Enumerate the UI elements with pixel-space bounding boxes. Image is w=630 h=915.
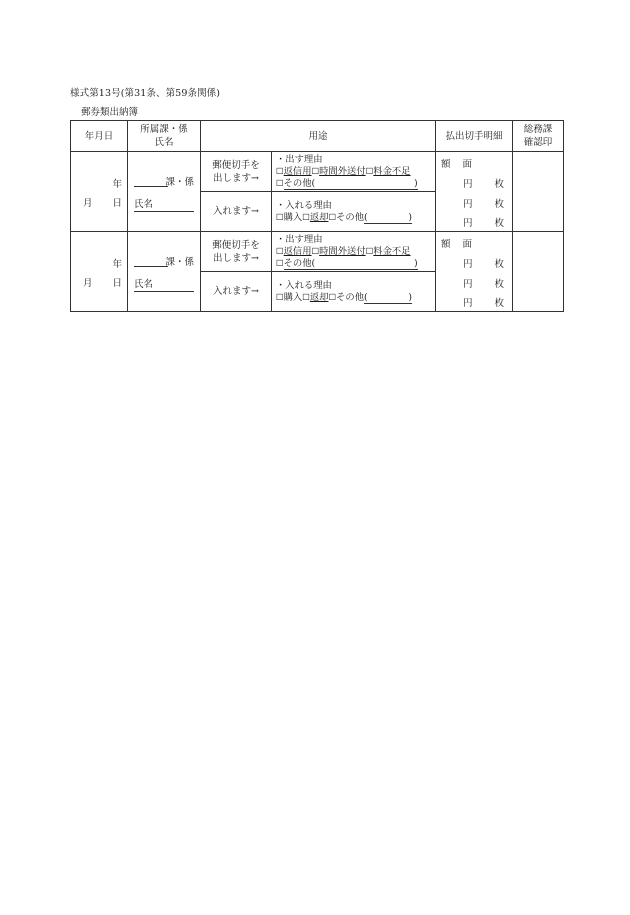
dept-label: 課・係 <box>134 174 194 188</box>
yen-label: 円 <box>463 199 473 210</box>
open-paren: ( <box>364 211 368 223</box>
close-paren: ) <box>408 291 412 303</box>
in-option-other-field[interactable] <box>364 212 412 224</box>
out-direction <box>201 232 272 272</box>
out-direction-line2: 出します→ <box>213 172 259 184</box>
yen-label: 円 <box>463 179 473 190</box>
in-reason-cell <box>272 272 436 312</box>
checkbox-icon[interactable]: ☐ <box>328 212 337 223</box>
form-number-label: 様式第13号(第31条、第59条関係) <box>70 88 221 99</box>
checkbox-icon[interactable]: ☐ <box>302 212 310 223</box>
checkbox-icon[interactable]: ☐ <box>276 292 284 303</box>
checkbox-icon[interactable]: ☐ <box>276 246 284 257</box>
name-label: 氏名 <box>134 199 194 212</box>
col-header-dept-line1: 所属課・係 <box>140 124 188 135</box>
in-option-return: 返却 <box>309 211 329 223</box>
amount-label-a: 額 <box>441 239 451 250</box>
in-reason-title: ・入れる理由 <box>276 279 332 291</box>
out-option-postage-due: 料金不足 <box>373 165 411 177</box>
table-row <box>71 152 564 192</box>
checkbox-icon[interactable]: ☐ <box>311 246 320 257</box>
amount-label-b: 面 <box>462 239 473 250</box>
out-option-other: その他( <box>283 257 316 269</box>
close-paren: ) <box>413 257 418 269</box>
out-direction-line1: 郵便切手を <box>212 159 260 171</box>
day-label: 日 <box>112 278 122 289</box>
checkbox-icon[interactable]: ☐ <box>302 292 310 303</box>
month-label: 月 <box>83 198 93 209</box>
postage-ledger-table <box>70 120 564 312</box>
col-header-confirm <box>513 121 564 152</box>
year-label: 年 <box>112 179 122 190</box>
out-option-reply: 返信用 <box>283 245 312 257</box>
sheets-label: 枚 <box>494 179 505 190</box>
col-header-confirm-line1: 総務課 <box>523 124 553 135</box>
close-paren: ) <box>413 177 418 189</box>
out-option-after-hours: 時間外送付 <box>319 245 366 257</box>
sheets-label: 枚 <box>494 259 505 270</box>
in-option-other: その他 <box>336 291 364 303</box>
month-label: 月 <box>83 278 93 289</box>
out-direction <box>201 152 272 192</box>
amount-label-b: 面 <box>462 159 473 170</box>
out-option-other-field[interactable] <box>284 178 418 190</box>
checkbox-icon[interactable]: ☐ <box>365 246 374 257</box>
out-direction-line2: 出します→ <box>213 252 259 264</box>
yen-label: 円 <box>463 279 473 290</box>
dept-cell[interactable] <box>128 232 201 312</box>
col-header-dept-line2: 氏名 <box>154 137 174 148</box>
dept-cell[interactable] <box>128 152 201 232</box>
date-cell[interactable] <box>71 232 128 312</box>
sheets-label: 枚 <box>494 218 505 229</box>
ledger-title: 郵券類出納簿 <box>81 107 139 118</box>
yen-label: 円 <box>463 259 473 270</box>
year-label: 年 <box>112 259 122 270</box>
in-direction: 入れます→ <box>201 272 272 312</box>
close-paren: ) <box>408 211 412 223</box>
sheets-label: 枚 <box>494 199 505 210</box>
checkbox-icon[interactable]: ☐ <box>276 178 284 189</box>
in-reason-cell <box>272 192 436 232</box>
out-reason-title: ・出す理由 <box>276 233 323 245</box>
in-direction: 入れます→ <box>201 192 272 232</box>
out-option-postage-due: 料金不足 <box>373 245 411 257</box>
out-reason-cell <box>272 152 436 192</box>
checkbox-icon[interactable]: ☐ <box>328 292 337 303</box>
checkbox-icon[interactable]: ☐ <box>276 258 284 269</box>
header-row <box>71 121 564 152</box>
dept-label: 課・係 <box>134 254 194 268</box>
confirm-stamp-cell[interactable] <box>513 232 564 312</box>
day-label: 日 <box>112 198 122 209</box>
col-header-detail: 払出切手明細 <box>436 121 513 152</box>
in-reason-title: ・入れる理由 <box>276 199 332 211</box>
date-cell[interactable] <box>71 152 128 232</box>
in-option-other-field[interactable] <box>364 292 412 304</box>
table-row <box>71 232 564 272</box>
out-option-other-field[interactable] <box>284 258 418 270</box>
checkbox-icon[interactable]: ☐ <box>276 212 284 223</box>
checkbox-icon[interactable]: ☐ <box>365 166 374 177</box>
checkbox-icon[interactable]: ☐ <box>311 166 320 177</box>
in-option-return: 返却 <box>309 291 329 303</box>
col-header-date: 年月日 <box>71 121 128 152</box>
out-reason-title: ・出す理由 <box>276 153 323 165</box>
out-option-other: その他( <box>283 177 316 189</box>
amount-label-a: 額 <box>441 159 451 170</box>
col-header-dept <box>128 121 201 152</box>
sheets-label: 枚 <box>494 298 505 309</box>
detail-cell[interactable] <box>436 232 513 312</box>
col-header-confirm-line2: 確認印 <box>523 137 553 148</box>
open-paren: ( <box>364 291 368 303</box>
out-option-after-hours: 時間外送付 <box>319 165 366 177</box>
in-option-other: その他 <box>336 211 364 223</box>
name-label: 氏名 <box>134 279 194 292</box>
confirm-stamp-cell[interactable] <box>513 152 564 232</box>
out-direction-line1: 郵便切手を <box>212 239 260 251</box>
col-header-purpose: 用途 <box>201 121 436 152</box>
checkbox-icon[interactable]: ☐ <box>276 166 284 177</box>
out-option-reply: 返信用 <box>283 165 312 177</box>
yen-label: 円 <box>463 218 473 229</box>
yen-label: 円 <box>463 298 473 309</box>
in-option-purchase: 購入 <box>283 291 303 303</box>
sheets-label: 枚 <box>494 279 505 290</box>
in-option-purchase: 購入 <box>283 211 303 223</box>
out-reason-cell <box>272 232 436 272</box>
detail-cell[interactable] <box>436 152 513 232</box>
